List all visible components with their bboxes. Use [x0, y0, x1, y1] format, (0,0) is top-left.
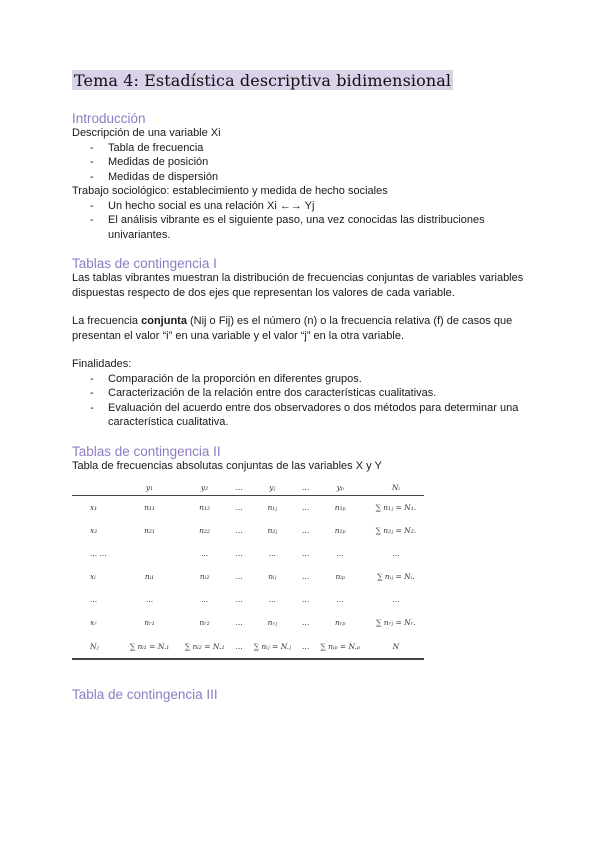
- table-cell: ...: [200, 595, 209, 604]
- intro-line-2: Trabajo sociológico: establecimiento y medida de hecho sociales: [72, 185, 388, 197]
- table-cell: ∑ nᵢⱼ = Nᵢ.: [377, 572, 415, 581]
- section-heading-introduccion: Introducción: [72, 111, 146, 126]
- header-cell: y₁: [122, 480, 177, 496]
- table-cell: ...: [268, 549, 276, 558]
- table-row: [72, 496, 424, 520]
- table-cell: ...: [392, 549, 400, 558]
- table-cell: ...: [235, 503, 243, 512]
- table-cell: ∑ n₂ⱼ = N₂.: [375, 526, 417, 535]
- table-cell: ∑ nᵢ₂ = N.₂: [177, 634, 232, 659]
- header-cell: yₚ: [313, 480, 368, 496]
- table-cell: x₂: [90, 526, 98, 535]
- table-cell: ∑ nᵣⱼ = Nᵣ.: [375, 618, 416, 627]
- header-cell: Nᵢ: [368, 480, 424, 496]
- table-cell: nᵢ₂: [199, 572, 210, 581]
- table-cell: ...: [336, 549, 344, 558]
- table-cell: ... ...: [90, 549, 107, 558]
- table-row: [72, 565, 424, 588]
- tablas1-paragraph-2: [72, 314, 532, 343]
- table-cell: ...: [235, 549, 243, 558]
- table-cell: nᵢⱼ: [268, 572, 277, 581]
- page-title: Tema 4: Estadística descriptiva bidimensional: [74, 71, 452, 90]
- table-cell: ...: [299, 634, 313, 659]
- table-cell: n₁ⱼ: [267, 503, 278, 512]
- table-cell: xᵣ: [90, 618, 97, 627]
- table-cell: Nⱼ: [72, 634, 122, 659]
- table-cell: n₁ₚ: [334, 503, 346, 512]
- header-cell: [72, 480, 122, 496]
- table-cell: ...: [302, 503, 310, 512]
- table-cell: nᵣ₂: [199, 618, 210, 627]
- header-cell: yⱼ: [246, 480, 298, 496]
- table-cell: nᵢ₁: [144, 572, 155, 581]
- list-item: - Comparación de la proporción en diferentes grupos.: [72, 372, 532, 387]
- table-row: [72, 542, 424, 565]
- table-cell: x₁: [90, 503, 98, 512]
- table-cell: ...: [200, 549, 209, 558]
- table-cell: N: [368, 634, 424, 659]
- document-page: [72, 70, 532, 702]
- table-cell: n₁₁: [144, 503, 155, 512]
- list-item: - Un hecho social es una relación Xi ←→ Yj: [72, 199, 532, 214]
- section-heading-tablas-2: Tablas de contingencia II: [72, 443, 221, 459]
- table-cell: ...: [302, 526, 310, 535]
- table-cell: n₂ⱼ: [267, 526, 278, 535]
- para2-post: (Nij o Fij) es el número (n) o la frecuencia relativa (f) de casos que presentan el valor “i” en una variable y el valor “j” en la otra variable.: [72, 315, 513, 342]
- table-cell: ∑ nᵢₚ = N.ₚ: [313, 634, 368, 659]
- table-cell: ...: [268, 595, 276, 604]
- finalidades-label: Finalidades:: [72, 358, 132, 370]
- table-cell: nᵣ₁: [144, 618, 155, 627]
- header-cell: ...: [232, 480, 246, 496]
- header-cell: y₂: [177, 480, 232, 496]
- table-cell: ...: [235, 595, 243, 604]
- list-item: - Caracterización de la relación entre dos características cualitativas.: [72, 386, 532, 401]
- table-row: [72, 519, 424, 542]
- table-cell: n₂₂: [199, 526, 210, 535]
- table-cell: ...: [232, 634, 246, 659]
- table-row: [72, 634, 424, 659]
- table-cell: n₁₂: [199, 503, 210, 512]
- table-body: [72, 496, 424, 660]
- table-cell: ...: [302, 595, 310, 604]
- list-item: - Medidas de dispersión: [72, 170, 532, 185]
- list-item: - Medidas de posición: [72, 155, 532, 170]
- table-cell: ...: [235, 572, 243, 581]
- table-cell: ...: [302, 549, 310, 558]
- table-cell: ∑ nᵢ₁ = N.₁: [122, 634, 177, 659]
- table-cell: ...: [235, 526, 243, 535]
- table-cell: nᵣₚ: [334, 618, 346, 627]
- intro-list-1: [72, 141, 532, 185]
- table-row: [72, 588, 424, 611]
- table-cell: ...: [302, 618, 310, 627]
- table-row: [72, 611, 424, 634]
- table-cell: ...: [235, 618, 243, 627]
- finalidades-list: [72, 372, 532, 430]
- table-cell: ...: [336, 595, 344, 604]
- table-cell: nᵣⱼ: [267, 618, 278, 627]
- section-heading-tablas-1: Tablas de contingencia I: [72, 256, 217, 271]
- table-cell: ...: [145, 595, 154, 604]
- list-item: - Evaluación del acuerdo entre dos observadores o dos métodos para determinar una característica cualitativa.: [72, 401, 532, 430]
- list-item: - Tabla de frecuencia: [72, 141, 532, 156]
- table-cell: ∑ n₁ⱼ = N₁.: [375, 503, 417, 512]
- table-caption: Tabla de frecuencias absolutas conjuntas de las variables X y Y: [72, 459, 382, 472]
- tablas1-paragraph-1: Las tablas vibrantes muestran la distribución de frecuencias conjuntas de variables variables dispuestas respecto de dos ejes que representan los valores de cada variable.: [72, 272, 524, 299]
- para2-pre: La frecuencia: [72, 315, 142, 327]
- list-item: - El análisis vibrante es el siguiente paso, una vez conocidas las distribuciones univariantes.: [72, 213, 532, 242]
- para2-bold: conjunta: [141, 315, 187, 327]
- table-cell: ...: [302, 572, 310, 581]
- table-cell: ...: [90, 595, 98, 604]
- header-cell: ...: [299, 480, 313, 496]
- table-cell: [122, 542, 177, 565]
- contingency-table: [72, 480, 424, 660]
- table-cell: xᵢ: [90, 572, 96, 581]
- intro-list-2: [72, 199, 532, 243]
- table-cell: ∑ nᵢⱼ = N.ⱼ: [246, 634, 298, 659]
- table-cell: ...: [392, 595, 400, 604]
- table-cell: nᵢₚ: [335, 572, 345, 581]
- title-highlight: [72, 70, 453, 90]
- intro-line-1: Descripción de una variable Xi: [72, 127, 221, 139]
- table-cell: n₂₁: [144, 526, 155, 535]
- section-heading-tablas-3: Tabla de contingencia III: [72, 687, 218, 702]
- table-cell: n₂ₚ: [334, 526, 346, 535]
- table-header-row: [72, 480, 424, 496]
